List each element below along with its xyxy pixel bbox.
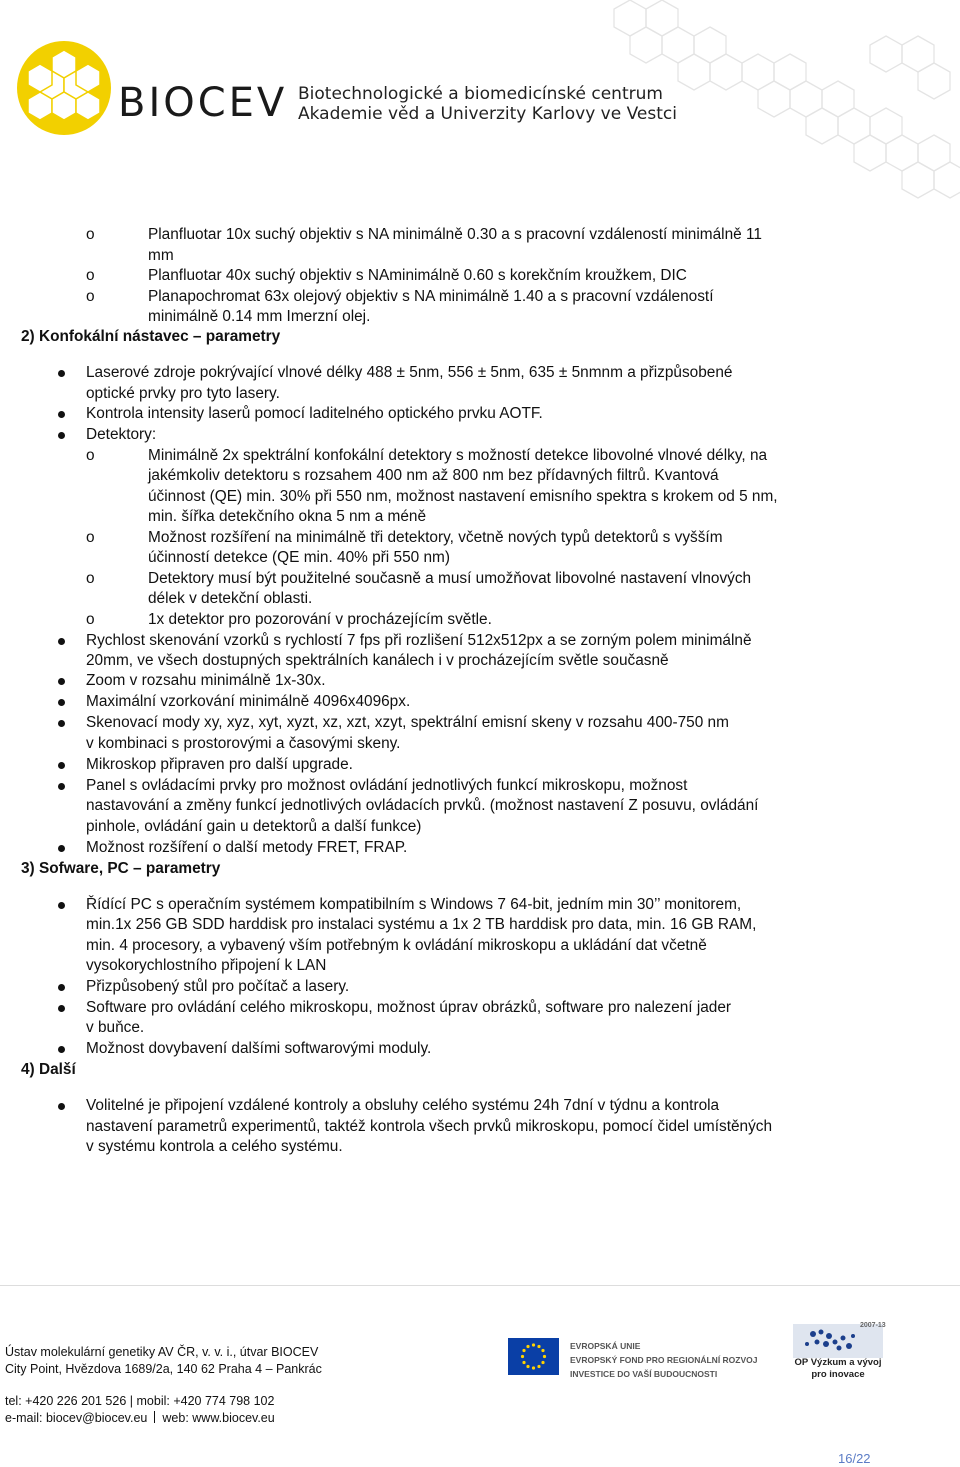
page-number: 16/22 [838,1451,871,1466]
eu-flag-icon [508,1338,559,1375]
list-item-line: pinhole, ovládání gain u detektorů a další funkce) [86,818,422,835]
bullet [58,762,65,769]
list-item-line: Laserové zdroje pokrývající vlnové délky 488 ± 5nm, 556 ± 5nm, 635 ± 5nmnm a přizpůsobené [86,364,733,381]
list-item-line: Minimálně 2x spektrální konfokální detektory s možností detekce libovolné vlnové délky, na [148,447,768,464]
list-marker: o [86,288,95,305]
list-item-line: účinností detekce (QE min. 40% při 550 nm) [148,549,450,566]
list-item-line: mm [148,247,174,264]
list-item-line: v systému kontrola a celého systému. [86,1138,343,1155]
logo-subtitle-line1: Biotechnologické a biomedicínské centrum [298,84,663,104]
list-item-line: Volitelné je připojení vzdálené kontroly a obsluhy celého systému 24h 7dní v týdnu a kontrola [86,1097,720,1114]
list-item-line: min. šířka detekčního okna 5 nm a méně [148,508,427,525]
eu-text-line2: EVROPSKÝ FOND PRO REGIONÁLNÍ ROZVOJ [570,1355,758,1365]
bullet [58,1046,65,1053]
list-item-line: délek v detekční oblasti. [148,590,313,607]
eu-text-line3: INVESTICE DO VAŠÍ BUDOUCNOSTI [570,1369,718,1379]
list-marker: o [86,226,95,243]
footer-mobil: mobil: +420 774 798 102 [136,1394,275,1408]
list-item-line: Řídící PC s operačním systémem kompatibilním s Windows 7 64-bit, jedním min 30’’ monitorem, [86,896,742,913]
list-item-line: minimálně 0.14 mm Imerzní olej. [148,308,371,325]
list-item-line: v kombinaci s prostorovými a časovými skeny. [86,735,401,752]
footer-email[interactable]: e-mail: biocev@biocev.eu [5,1411,148,1425]
footer-divider [0,1285,960,1286]
bullet [58,984,65,991]
list-item-line: optické prvky pro tyto lasery. [86,385,280,402]
bullet [58,1103,65,1110]
list-item-line: účinnost (QE) min. 30% při 550 nm, možnost nastavení emisního spektra s krokem od 5 nm, [148,488,778,505]
list-item-line: jakémkoliv detektoru s rozsahem 400 nm až 800 nm bez přídavných filtrů. Kvantová [148,467,719,484]
list-item-line: Planapochromat 63x olejový objektiv s NA minimálně 1.40 a s pracovní vzdáleností [148,288,714,305]
bullet [58,720,65,727]
list-item-line: Detektory: [86,426,157,443]
eu-text-line1: EVROPSKÁ UNIE [570,1341,641,1351]
list-item-line: Rychlost skenování vzorků s rychlostí 7 fps při rozlišení 512x512px a se zorným polem minimálně [86,632,752,649]
bullet [58,370,65,377]
bullet [58,902,65,909]
list-item-line: Detektory musí být použitelné současně a musí umožňovat libovolné nastavení vlnových [148,570,752,587]
list-marker: o [86,611,95,628]
list-item-line: Planfluotar 10x suchý objektiv s NA minimálně 0.30 a s pracovní vzdáleností minimálně 11 [148,226,762,243]
list-item-line: 20mm, ve všech dostupných spektrálních kanálech i v procházejícím světle současně [86,652,669,669]
footer-org: Ústav molekulární genetiky AV ČR, v. v. i., útvar BIOCEV [5,1345,319,1359]
footer-phones: tel: +420 226 201 526 | mobil: +420 774 798 102 [5,1394,275,1408]
op-years: 2007-13 [860,1322,886,1329]
list-item-line: Zoom v rozsahu minimálně 1x-30x. [86,672,326,689]
section-heading: 2) Konfokální nástavec – parametry [21,328,281,345]
list-item-line: Skenovací mody xy, xyz, xyt, xyzt, xz, xzt, xzyt, spektrální emisní skeny v rozsahu 400-750 nm [86,714,729,731]
bullet [58,1005,65,1012]
footer-contacts [5,1410,275,1426]
list-item-line: v buňce. [86,1019,145,1036]
section-heading: 4) Další [21,1061,76,1078]
list-marker: o [86,447,95,464]
list-item-line: Planfluotar 40x suchý objektiv s NAminimálně 0.60 s korekčním kroužkem, DIC [148,267,687,284]
bullet [58,845,65,852]
logo-wordmark: BIOCEV [118,80,288,126]
list-item-line: Software pro ovládání celého mikroskopu, možnost úprav obrázků, software pro nalezení jader [86,999,732,1016]
list-item-line: Kontrola intensity laserů pomocí laditelného optického prvku AOTF. [86,405,543,422]
list-item-line: Mikroskop připraven pro další upgrade. [86,756,353,773]
list-item-line: Přizpůsobený stůl pro počítač a lasery. [86,978,350,995]
list-item-line: Možnost rozšíření o další metody FRET, FRAP. [86,839,408,856]
op-line2: pro inovace [811,1369,865,1380]
logo-subtitle-line2: Akademie věd a Univerzity Karlovy ve Vestci [298,104,677,124]
footer-tel: tel: +420 226 201 526 [5,1394,127,1408]
bullet [58,678,65,685]
op-line1: OP Výzkum a vývoj [794,1357,882,1368]
list-item-line: nastavení parametrů experimentů, taktéž kontrola všech prvků mikroskopu, pomocí čidel umístěných [86,1118,773,1135]
list-item-line: min. 4 procesory, a vybavený vším potřebným k ovládání mikroskopu a ukládání dat včetně [86,937,707,954]
list-item-line: vysokorychlostního připojení k LAN [86,957,327,974]
list-item-line: Maximální vzorkování minimálně 4096x4096px. [86,693,411,710]
list-item-line: Panel s ovládacími prvky pro možnost ovládání jednotlivých funkcí mikroskopu, možnost [86,777,688,794]
bullet [58,699,65,706]
list-item-line: Možnost rozšíření na minimálně tři detektory, včetně nových typů detektorů s vyšším [148,529,723,546]
list-marker: o [86,267,95,284]
footer-web[interactable]: web: www.biocev.eu [162,1411,275,1425]
bullet [58,411,65,418]
list-item-line: min.1x 256 GB SDD harddisk pro instalaci systému a 1x 2 TB harddisk pro data, min. 16 GB RAM, [86,916,757,933]
bullet [58,783,65,790]
biocev-logo-icon [16,40,112,136]
list-item-line: nastavování a změny funkcí jednotlivých ovládacích prvků. (možnost nastavení Z posuvu, ovládání [86,797,759,814]
list-item-line: 1x detektor pro pozorování v procházejícím světle. [148,611,492,628]
footer-address: City Point, Hvězdova 1689/2a, 140 62 Praha 4 – Pankrác [5,1362,322,1376]
bullet [58,638,65,645]
list-item-line: Možnost dovybavení dalšími softwarovými moduly. [86,1040,432,1057]
list-marker: o [86,570,95,587]
section-heading: 3) Sofware, PC – parametry [21,860,221,877]
bullet [58,432,65,439]
list-marker: o [86,529,95,546]
